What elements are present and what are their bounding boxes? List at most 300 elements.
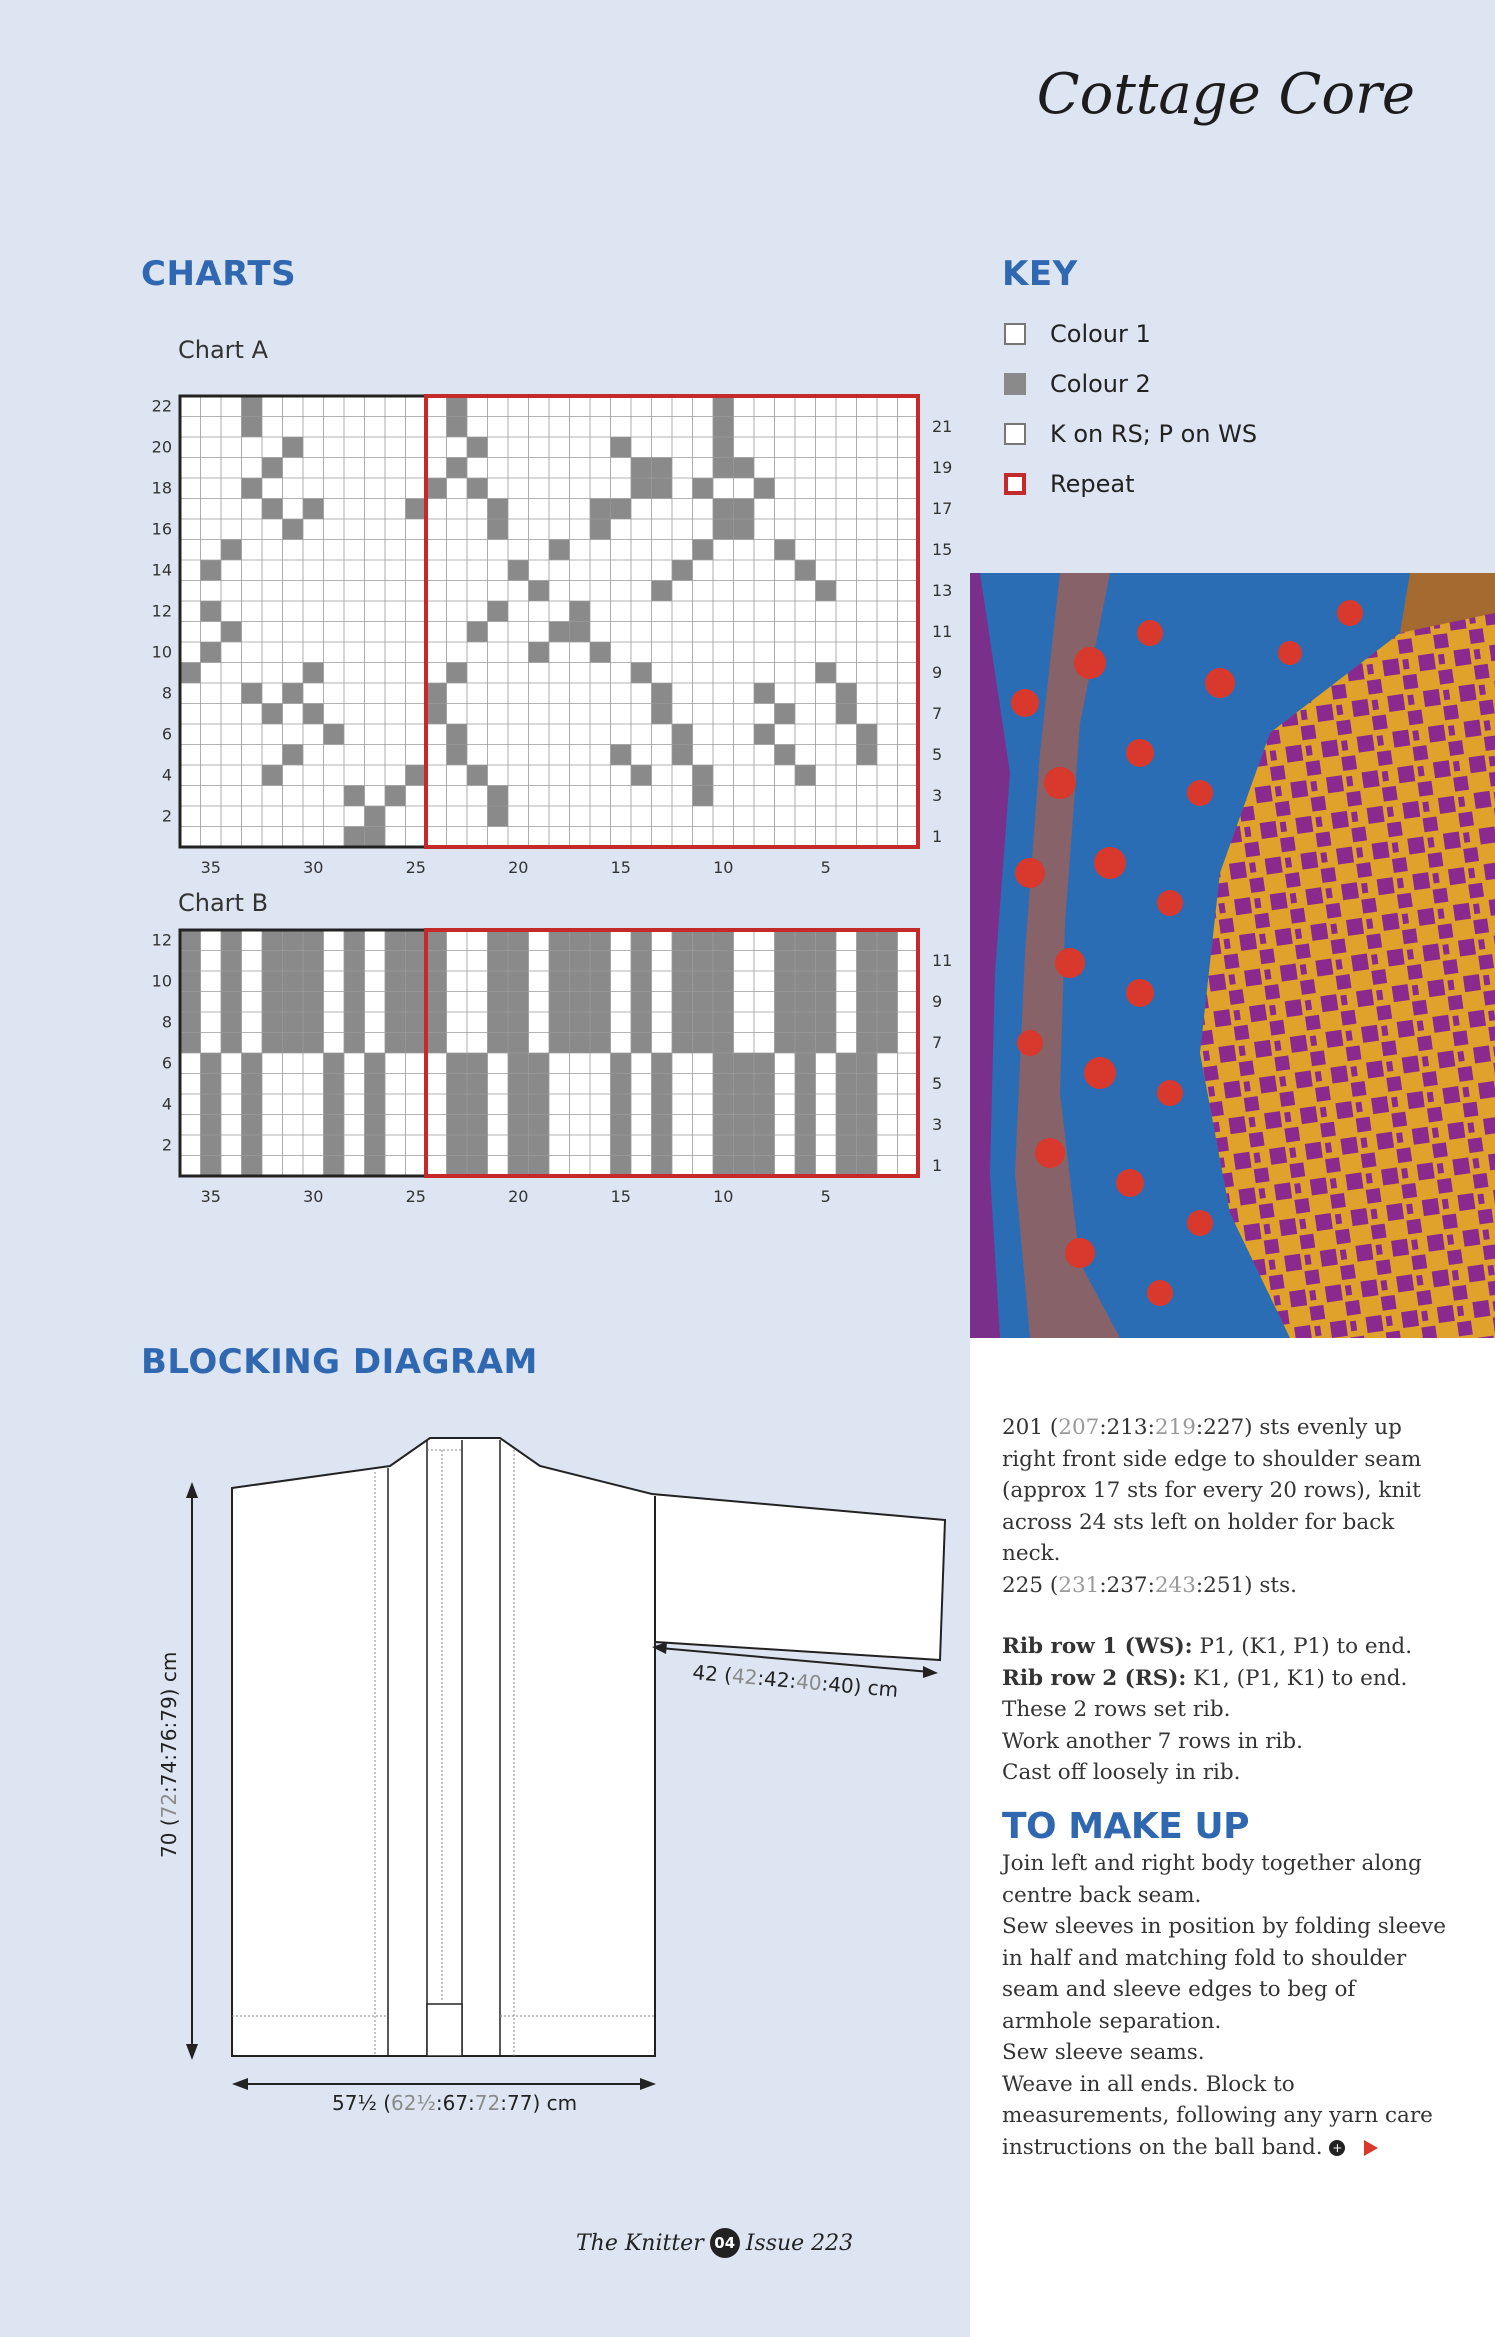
stitch-number-label: 10 <box>713 1187 734 1206</box>
chart-cell-colour-2 <box>529 1074 550 1095</box>
chart-b-stitch-labels <box>201 1187 831 1206</box>
garment-photo <box>970 573 1495 1338</box>
chart-cell-colour-2 <box>488 1033 509 1054</box>
instruction-line: Work another 7 rows in rib. <box>1002 1728 1303 1754</box>
chart-cell-colour-2 <box>447 396 468 417</box>
chart-cell-colour-2 <box>713 1053 734 1074</box>
chart-cell-colour-2 <box>713 458 734 479</box>
chart-cell-colour-2 <box>836 1094 857 1115</box>
chart-cell-colour-2 <box>365 1053 386 1074</box>
chart-cell-colour-2 <box>857 971 878 992</box>
chart-cell-colour-2 <box>283 930 304 951</box>
chart-cell-colour-2 <box>734 1135 755 1156</box>
chart-cell-colour-2 <box>303 971 324 992</box>
row-number-label: 11 <box>932 621 953 641</box>
band-bottom <box>427 2004 462 2056</box>
instruction-para-2: 225 (231:237:243:251) sts. <box>1002 1572 1297 1598</box>
chart-cell-colour-2 <box>467 765 488 786</box>
row-number-label: 13 <box>932 580 953 600</box>
chart-cell-colour-2 <box>447 1115 468 1136</box>
chart-cell-colour-2 <box>508 1074 529 1095</box>
chart-cell-colour-2 <box>611 437 632 458</box>
chart-cell-colour-2 <box>611 499 632 520</box>
chart-cell-colour-2 <box>652 1053 673 1074</box>
row-number-label: 7 <box>932 703 943 723</box>
chart-cell-colour-2 <box>652 581 673 602</box>
chart-cell-colour-2 <box>652 1074 673 1095</box>
chart-cell-colour-2 <box>242 396 263 417</box>
chart-cell-colour-2 <box>877 951 898 972</box>
chart-cell-colour-2 <box>242 1115 263 1136</box>
chart-cell-colour-2 <box>570 971 591 992</box>
chart-cell-colour-2 <box>713 437 734 458</box>
chart-cell-colour-2 <box>324 1156 345 1177</box>
issue-number: Issue 223 <box>745 2230 854 2256</box>
chart-cell-colour-2 <box>652 1115 673 1136</box>
chart-cell-colour-2 <box>795 1053 816 1074</box>
chart-cell-colour-2 <box>775 971 796 992</box>
page-number: 04 <box>710 2228 740 2258</box>
chart-cell-colour-2 <box>344 1033 365 1054</box>
chart-cell-colour-2 <box>816 1012 837 1033</box>
arrow-head-icon <box>923 1666 938 1678</box>
chart-cell-colour-2 <box>795 765 816 786</box>
chart-cell-colour-2 <box>385 951 406 972</box>
chart-cell-colour-2 <box>426 1033 447 1054</box>
white-square-icon <box>1004 423 1026 445</box>
chart-cell-colour-2 <box>201 1115 222 1136</box>
chart-cell-colour-2 <box>570 1012 591 1033</box>
arrow-head-icon <box>186 2044 198 2060</box>
chart-cell-colour-2 <box>713 930 734 951</box>
chart-cell-colour-2 <box>508 1053 529 1074</box>
chart-cell-colour-2 <box>365 1115 386 1136</box>
chart-cell-colour-2 <box>508 1135 529 1156</box>
charts-heading: CHARTS <box>141 254 297 294</box>
chart-cell-colour-2 <box>590 971 611 992</box>
chart-cell-colour-2 <box>672 992 693 1013</box>
chart-cell-colour-2 <box>488 992 509 1013</box>
chart-cell-colour-2 <box>611 745 632 766</box>
chart-cell-colour-2 <box>201 1156 222 1177</box>
stitch-number-label: 30 <box>303 1187 324 1206</box>
make-up-heading: TO MAKE UP <box>1002 1805 1250 1847</box>
chart-cell-colour-2 <box>447 724 468 745</box>
chart-cell-colour-2 <box>652 458 673 479</box>
chart-cell-colour-2 <box>385 1033 406 1054</box>
chart-cell-colour-2 <box>385 786 406 807</box>
instructions-panel <box>970 1338 1495 2337</box>
row-number-label: 14 <box>151 560 172 580</box>
instructions-text <box>1002 1412 1447 2163</box>
chart-cell-colour-2 <box>529 581 550 602</box>
page-title: Cottage Core <box>1036 62 1415 127</box>
chart-cell-colour-2 <box>303 663 324 684</box>
chart-cell-colour-2 <box>672 1012 693 1033</box>
chart-cell-colour-2 <box>283 519 304 540</box>
chart-cell-colour-2 <box>426 1012 447 1033</box>
chart-cell-colour-2 <box>385 930 406 951</box>
chart-cell-colour-2 <box>180 971 201 992</box>
row-number-label: 20 <box>151 437 172 457</box>
chart-cell-colour-2 <box>754 1135 775 1156</box>
chart-cell-colour-2 <box>549 930 570 951</box>
chart-cell-colour-2 <box>795 1033 816 1054</box>
chart-cell-colour-2 <box>693 765 714 786</box>
chart-cell-colour-2 <box>467 1094 488 1115</box>
key-item-colour-1 <box>1004 320 1257 348</box>
chart-cell-colour-2 <box>508 930 529 951</box>
row-number-label: 11 <box>932 950 953 970</box>
chart-cell-colour-2 <box>180 992 201 1013</box>
instruction-para-1: 201 (207:213:219:227) sts evenly up right front side edge to shoulder seam (approx 17 sts for every 20 rows), knit across 24 sts left on holder for back neck. <box>1002 1415 1422 1566</box>
chart-b-left-row-labels <box>152 930 172 1154</box>
row-number-label: 9 <box>932 662 943 682</box>
chart-cell-colour-2 <box>262 1012 283 1033</box>
chart-cell-colour-2 <box>262 458 283 479</box>
chart-cell-colour-2 <box>180 1012 201 1033</box>
chart-cell-colour-2 <box>754 724 775 745</box>
chart-cell-colour-2 <box>857 1074 878 1095</box>
chart-cell-colour-2 <box>857 1156 878 1177</box>
chart-cell-colour-2 <box>201 1074 222 1095</box>
chart-cell-colour-2 <box>467 1135 488 1156</box>
continue-arrow-icon <box>1364 2140 1378 2156</box>
chart-cell-colour-2 <box>611 1074 632 1095</box>
sleeve-measurement: 42 (42:42:40:40) cm <box>691 1660 900 1702</box>
chart-cell-colour-2 <box>754 1074 775 1095</box>
chart-cell-colour-2 <box>590 1033 611 1054</box>
chart-cell-colour-2 <box>242 1074 263 1095</box>
row-number-label: 4 <box>161 1094 172 1114</box>
chart-cell-colour-2 <box>611 1053 632 1074</box>
chart-cell-colour-2 <box>426 992 447 1013</box>
chart-cell-colour-2 <box>652 1135 673 1156</box>
chart-cell-colour-2 <box>652 478 673 499</box>
chart-cell-colour-2 <box>816 971 837 992</box>
chart-cell-colour-2 <box>221 951 242 972</box>
chart-cell-colour-2 <box>508 1033 529 1054</box>
chart-cell-colour-2 <box>713 1033 734 1054</box>
chart-cell-colour-2 <box>631 1012 652 1033</box>
chart-cell-colour-2 <box>529 1135 550 1156</box>
chart-cell-colour-2 <box>795 1012 816 1033</box>
chart-cell-colour-2 <box>488 499 509 520</box>
chart-cell-colour-2 <box>631 992 652 1013</box>
chart-cell-colour-2 <box>857 1115 878 1136</box>
chart-cell-colour-2 <box>693 786 714 807</box>
chart-cell-colour-2 <box>631 478 652 499</box>
chart-cell-colour-2 <box>242 417 263 438</box>
row-number-label: 5 <box>932 744 943 764</box>
chart-cell-colour-2 <box>303 704 324 725</box>
row-number-label: 7 <box>932 1032 943 1052</box>
chart-cell-colour-2 <box>262 992 283 1013</box>
chart-cell-colour-2 <box>693 1033 714 1054</box>
chart-cell-colour-2 <box>406 930 427 951</box>
row-number-label: 18 <box>151 478 172 498</box>
chart-cell-colour-2 <box>488 1012 509 1033</box>
chart-cell-colour-2 <box>713 499 734 520</box>
chart-cell-colour-2 <box>857 951 878 972</box>
chart-cell-colour-2 <box>283 1033 304 1054</box>
chart-cell-colour-2 <box>775 704 796 725</box>
row-number-label: 6 <box>161 724 172 744</box>
chart-cell-colour-2 <box>467 1074 488 1095</box>
chart-cell-colour-2 <box>836 1135 857 1156</box>
chart-cell-colour-2 <box>406 765 427 786</box>
stitch-number-label: 5 <box>820 1187 831 1206</box>
chart-cell-colour-2 <box>775 1033 796 1054</box>
make-up-step: Weave in all ends. Block to measurements, following any yarn care instructions on the ball band. + <box>1002 2071 1433 2160</box>
chart-cell-colour-2 <box>406 951 427 972</box>
chart-cell-colour-2 <box>693 1012 714 1033</box>
chart-cell-colour-2 <box>734 519 755 540</box>
chart-cell-colour-2 <box>426 951 447 972</box>
row-number-label: 12 <box>151 930 172 950</box>
row-number-label: 9 <box>932 991 943 1011</box>
chart-cell-colour-2 <box>754 683 775 704</box>
chart-cell-colour-2 <box>775 930 796 951</box>
chart-cell-colour-2 <box>426 683 447 704</box>
row-number-label: 10 <box>151 642 172 662</box>
row-number-label: 16 <box>151 519 172 539</box>
chart-cell-colour-2 <box>590 1012 611 1033</box>
make-up-step: Join left and right body together along centre back seam. <box>1002 1851 1422 1908</box>
key-label: K on RS; P on WS <box>1050 420 1258 448</box>
chart-cell-colour-2 <box>529 642 550 663</box>
row-number-label: 5 <box>932 1073 943 1093</box>
chart-cell-colour-2 <box>816 1033 837 1054</box>
chart-cell-colour-2 <box>283 683 304 704</box>
chart-cell-colour-2 <box>283 745 304 766</box>
chart-cell-colour-2 <box>467 437 488 458</box>
chart-cell-colour-2 <box>549 1012 570 1033</box>
chart-cell-colour-2 <box>221 622 242 643</box>
chart-cell-colour-2 <box>672 1033 693 1054</box>
instruction-line: Cast off loosely in rib. <box>1002 1760 1241 1785</box>
chart-cell-colour-2 <box>857 724 878 745</box>
chart-cell-colour-2 <box>529 1115 550 1136</box>
red-outline-square-icon <box>1004 473 1026 495</box>
chart-cell-colour-2 <box>549 951 570 972</box>
chart-cell-colour-2 <box>672 971 693 992</box>
chart-cell-colour-2 <box>467 478 488 499</box>
chart-cell-colour-2 <box>303 930 324 951</box>
chart-cell-colour-2 <box>344 930 365 951</box>
chart-cell-colour-2 <box>734 499 755 520</box>
stitch-number-label: 5 <box>820 858 831 877</box>
chart-cell-colour-2 <box>508 971 529 992</box>
chart-cell-colour-2 <box>262 1033 283 1054</box>
chart-cell-colour-2 <box>857 1094 878 1115</box>
garment-outline <box>232 1438 945 2056</box>
chart-cell-colour-2 <box>283 1012 304 1033</box>
chart-cell-colour-2 <box>549 1033 570 1054</box>
chart-a <box>130 385 953 877</box>
chart-cell-colour-2 <box>590 642 611 663</box>
chart-cell-colour-2 <box>713 1156 734 1177</box>
key-heading: KEY <box>1002 254 1078 294</box>
make-up-step: Sew sleeve seams. <box>1002 2040 1205 2065</box>
chart-cell-colour-2 <box>201 1053 222 1074</box>
chart-cell-colour-2 <box>221 1012 242 1033</box>
chart-cell-colour-2 <box>754 1156 775 1177</box>
row-number-label: 6 <box>161 1053 172 1073</box>
chart-a-right-row-labels <box>932 417 952 846</box>
chart-cell-colour-2 <box>590 930 611 951</box>
chart-cell-colour-2 <box>570 601 591 622</box>
key-item-repeat <box>1004 470 1257 498</box>
chart-cell-colour-2 <box>775 745 796 766</box>
arrow-head-icon <box>232 2078 248 2090</box>
chart-cell-colour-2 <box>365 806 386 827</box>
chart-cell-colour-2 <box>590 992 611 1013</box>
key-label: Colour 2 <box>1050 370 1151 398</box>
chart-cell-colour-2 <box>631 971 652 992</box>
chart-cell-colour-2 <box>549 622 570 643</box>
chart-cell-colour-2 <box>426 704 447 725</box>
chart-cell-colour-2 <box>344 1012 365 1033</box>
chart-cell-colour-2 <box>365 1074 386 1095</box>
chart-cell-colour-2 <box>549 992 570 1013</box>
row-number-label: 3 <box>932 1114 943 1134</box>
chart-cell-colour-2 <box>713 519 734 540</box>
chart-cell-colour-2 <box>467 622 488 643</box>
blocking-diagram-heading: BLOCKING DIAGRAM <box>141 1342 538 1382</box>
chart-cell-colour-2 <box>344 786 365 807</box>
chart-cell-colour-2 <box>816 951 837 972</box>
chart-cell-colour-2 <box>795 971 816 992</box>
chart-cell-colour-2 <box>836 704 857 725</box>
chart-cell-colour-2 <box>734 1074 755 1095</box>
chart-cell-colour-2 <box>652 1094 673 1115</box>
chart-cell-colour-2 <box>713 396 734 417</box>
chart-cell-colour-2 <box>734 1094 755 1115</box>
chart-cell-colour-2 <box>447 745 468 766</box>
chart-cell-colour-2 <box>631 951 652 972</box>
chart-cell-colour-2 <box>672 560 693 581</box>
chart-cell-colour-2 <box>836 683 857 704</box>
chart-cell-colour-2 <box>570 930 591 951</box>
stitch-number-label: 25 <box>405 1187 426 1206</box>
chart-cell-colour-2 <box>836 1156 857 1177</box>
chart-cell-colour-2 <box>447 1053 468 1074</box>
chart-cell-colour-2 <box>570 992 591 1013</box>
page-footer <box>576 2228 853 2258</box>
chart-cell-colour-2 <box>795 951 816 972</box>
chart-cell-colour-2 <box>611 1094 632 1115</box>
chart-cell-colour-2 <box>365 827 386 848</box>
chart-cell-colour-2 <box>262 951 283 972</box>
chart-cell-colour-2 <box>857 1033 878 1054</box>
row-number-label: 12 <box>151 601 172 621</box>
chart-cell-colour-2 <box>262 930 283 951</box>
chart-cell-colour-2 <box>816 992 837 1013</box>
chart-cell-colour-2 <box>877 1012 898 1033</box>
chart-cell-colour-2 <box>344 951 365 972</box>
chart-cell-colour-2 <box>795 1115 816 1136</box>
chart-cell-colour-2 <box>693 478 714 499</box>
chart-cell-colour-2 <box>631 1033 652 1054</box>
chart-cell-colour-2 <box>180 1033 201 1054</box>
chart-cell-colour-2 <box>713 971 734 992</box>
width-measurement: 57½ (62½:67:72:77) cm <box>332 2091 578 2115</box>
chart-cell-colour-2 <box>795 930 816 951</box>
chart-cell-colour-2 <box>652 1156 673 1177</box>
chart-cell-colour-2 <box>775 951 796 972</box>
chart-cell-colour-2 <box>447 663 468 684</box>
chart-cell-colour-2 <box>508 1156 529 1177</box>
chart-cell-colour-2 <box>488 930 509 951</box>
chart-cell-colour-2 <box>242 1053 263 1074</box>
chart-cell-colour-2 <box>611 1156 632 1177</box>
chart-cell-colour-2 <box>836 1074 857 1095</box>
chart-cell-colour-2 <box>795 1074 816 1095</box>
length-measurement: 70 (72:74:76:79) cm <box>157 1651 181 1858</box>
chart-cell-colour-2 <box>385 992 406 1013</box>
chart-cell-colour-2 <box>201 642 222 663</box>
chart-cell-colour-2 <box>570 951 591 972</box>
chart-cell-colour-2 <box>324 1074 345 1095</box>
chart-cell-colour-2 <box>221 1033 242 1054</box>
key-label: Repeat <box>1050 470 1135 498</box>
chart-cell-colour-2 <box>529 1156 550 1177</box>
chart-cell-colour-2 <box>201 601 222 622</box>
key-list <box>1004 320 1257 520</box>
chart-cell-colour-2 <box>713 951 734 972</box>
chart-cell-colour-2 <box>303 951 324 972</box>
chart-cell-colour-2 <box>857 930 878 951</box>
chart-cell-colour-2 <box>672 724 693 745</box>
chart-cell-colour-2 <box>180 930 201 951</box>
stitch-number-label: 20 <box>508 1187 529 1206</box>
chart-cell-colour-2 <box>857 992 878 1013</box>
chart-b-right-row-labels <box>932 951 952 1175</box>
row-number-label: 22 <box>151 396 172 416</box>
chart-cell-colour-2 <box>283 951 304 972</box>
chart-cell-colour-2 <box>508 992 529 1013</box>
chart-cell-colour-2 <box>631 930 652 951</box>
chart-b-label: Chart B <box>178 889 269 917</box>
chart-cell-colour-2 <box>631 663 652 684</box>
stitch-number-label: 10 <box>713 858 734 877</box>
chart-cell-colour-2 <box>385 971 406 992</box>
chart-cell-colour-2 <box>775 992 796 1013</box>
chart-cell-colour-2 <box>693 971 714 992</box>
chart-cell-colour-2 <box>590 519 611 540</box>
chart-cell-colour-2 <box>201 1135 222 1156</box>
chart-cell-colour-2 <box>508 560 529 581</box>
chart-cell-colour-2 <box>795 992 816 1013</box>
chart-cell-colour-2 <box>406 499 427 520</box>
chart-cell-colour-2 <box>324 1053 345 1074</box>
row-number-label: 10 <box>151 971 172 991</box>
chart-cell-colour-2 <box>303 499 324 520</box>
chart-cell-colour-2 <box>406 1012 427 1033</box>
chart-cell-colour-2 <box>365 1156 386 1177</box>
chart-cell-colour-2 <box>877 971 898 992</box>
chart-cell-colour-2 <box>734 1156 755 1177</box>
chart-cell-colour-2 <box>344 827 365 848</box>
chart-cell-colour-2 <box>611 1115 632 1136</box>
chart-cell-colour-2 <box>652 683 673 704</box>
row-number-label: 21 <box>932 416 953 436</box>
chart-cell-colour-2 <box>631 765 652 786</box>
chart-cell-colour-2 <box>570 622 591 643</box>
row-number-label: 8 <box>161 683 172 703</box>
chart-cell-colour-2 <box>242 1135 263 1156</box>
